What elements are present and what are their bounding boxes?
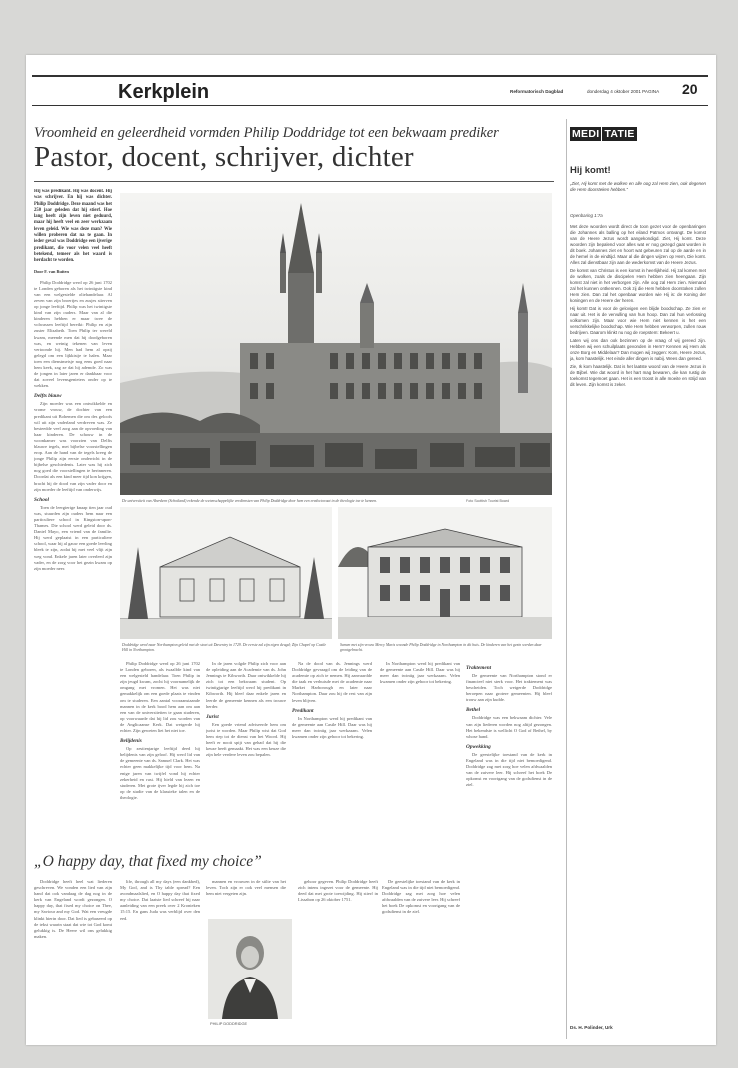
subhead: Delfts blauw: [34, 393, 62, 400]
subhead: Bethel: [466, 707, 481, 714]
subhead: School: [34, 496, 50, 503]
body-paragraph: Hij komt! Dat is voor de gelovigen een blijde boodschap. Ze zien er naar uit. Het is de vervulling van hun hoop. Dan zal hun verlossing volkomen zijn. Maar voor wie Hem niet kennen is het een verschrikkelijke boodschap. Wie Hem hebben verworpen, zullen rouw bedrijven. Daarom klinkt nu nog de roepstem: Bekeert u.: [570, 306, 706, 335]
meditatie-sidebar: [566, 119, 710, 1039]
pull-quote: „O happy day, that fixed my choice”: [34, 853, 262, 870]
body-paragraph: Met deze woorden wordt direct de toon gezet voor de openbaringen die Johannes als balling op het eiland Patmos ontvangt. De komst van de Heere Jezus wordt aangekondigd. Ziet, Hij komt. Deze woorden zijn bepalend voor alles wat er nog gezegd gaat worden in dit boek. Johannes ziet en hoort wat gebeuren zal op de aarde en in de hemel in de eindtijd. Maar al die dingen wijzen op Hem, Die komt. Alles zal dienstbaar zijn aan de wederkomst van de Heere Jezus.: [570, 224, 706, 265]
subhead: Predikant: [292, 707, 314, 714]
body-paragraph: Een goede vriend adviseerde hem om jurist te worden. Maar Philip wist dat God hem riep tot de dienst van het Woord. Hij heeft er nooit spijt van gehad dat hij die keuze heeft gemaakt. Het was een keuze die zijn hele verdere leven zou bepalen.: [206, 721, 286, 758]
body-paragraph: Zie, Ik kom haastelijk. Dat is het laatste woord van de Heere Jezus in de Bijbel. Wie dat woord in het hart mag bewaren, die kan rustig de toekomst tegemoet gaan. Het is een troost in alle moeite en strijd van dit leven. Zijn komst is zeker.: [570, 364, 706, 387]
drawing-chapel: [120, 507, 332, 639]
body-paragraph: De geestelijke toestand van de kerk in Engeland was in die tijd niet bemoedigend. Doddridge zag met zorg hoe velen afdwaalden van de zuivere leer. Hij schreef het boek De opkomst en voortgang van de godsdienst in de ziel.: [382, 879, 460, 915]
headline-rule: [34, 181, 554, 182]
photo-credit: Foto Scottish Tourist Board: [466, 499, 510, 503]
section-title: Kerkplein: [118, 81, 210, 103]
article-column-4: [292, 661, 372, 843]
meditatie-body: [570, 224, 706, 1016]
article-column-11: [382, 879, 460, 1039]
article-column-10: [298, 879, 378, 1039]
article-column-5: [380, 661, 460, 843]
body-paragraph: mannen en vrouwen in de stilte van het leven. Toch zijn er ook veel mensen die hem niet vergeten zijn.: [206, 879, 286, 897]
article-column-1: [34, 189, 112, 839]
body-paragraph: Zijn moeder was een ontwikkelde en vrome vrouw, de dochter van een predikant uit Bohemen die om des geloofs wil uit zijn vaderland verdreven was. Ze besteedde veel zorg aan de opvoeding van haar kinderen. De schouw in de woonkamer was voorzien van Delfts blauwe tegels, met bijbelse voorstellingen erop. Aan de hand van de tegels kreeg de jonge Philip zijn eerste onderricht in de bijbelse geschiedenis. Later was hij zich nog goed die voorstellingen te herinneren. Doordat als een kind meer tijd kon krijgen, bracht hij de dood van zijn vader door en zijn moeder de leeftijd van onderwijs.: [34, 401, 112, 492]
subhead: Opwekking: [466, 743, 491, 750]
body-paragraph: life, through all my days (een dankbed), My God, and is Thy table spread? Een avondmaalslied, en O happy day that fixed my choice. Dat laatste lied schreef hij naar aanleiding van een preek over 2 Kronieken 15:15. En gans Juda was verblijd over den eed.: [120, 879, 200, 921]
drawing-house: [338, 507, 552, 639]
body-paragraph: Doddridge was een bekwaam dichter. Vele van zijn liederen worden nog altijd gezongen. Het bekendste is wellicht O God of Bethel, by whose hand.: [466, 715, 552, 739]
header-rule: [32, 105, 708, 106]
article-byline: Door F. van Ruiten: [34, 268, 69, 274]
body-paragraph: In de jaren volgde Philip zich voor aan de opleiding aan de Academie van ds. John Jennings te Kibworth. Daar ontwikkelde hij zich tot een bekwaam student. Op twintigjarige leeftijd werd hij predikant in Kibworth. Hij bleef daar enkele jaren en leerde de gemeente kennen als een trouwe herder.: [206, 661, 286, 709]
issue-date: donderdag 4 oktober 2001 PAGINA: [587, 89, 660, 94]
body-paragraph: In Northampton werd hij predikant van de gemeente aan Castle Hill. Daar was hij meer dan twintig jaar werkzaam. Velen kwamen onder zijn gehoor tot bekering.: [292, 715, 372, 739]
portrait-caption: PHILIP DODDRIDGE: [210, 1021, 248, 1026]
body-paragraph: De gemeente van Northampton stond er financieel niet sterk voor. Het traktement was bescheiden. Toch weigerde Doddridge beroepen naar grotere gemeenten. Hij bleef trouw aan zijn kudde.: [466, 673, 552, 703]
body-paragraph: Toen de leergierige knaap tien jaar oud was, stuurden zijn ouders hem naar een particuliere school in Kingston-upon-Thames. Die school werd geleid door ds. Daniel Mayo, een vriend van de familie. Hij werd geplaatst in een particuliere school, waar hij al gauw een goede leerling bleek te zijn, zodat hij met veel vlijt zijn weg vond. Enkele jaren later overleed zijn vader, en de zorg voor het gezin kwam op zijn moeder neer.: [34, 504, 112, 571]
article-column-7: [34, 879, 112, 1039]
body-paragraph: Op zestienjarige leeftijd deed hij belijdenis van zijn geloof. Hij werd lid van de gemeente van ds. Samuel Clark. Het was echter geen makkelijke tijd voor hem. Na enige jaren van twijfel vond hij echter zekerheid en rust. Hij hield van lezen en studeren. Met grote ijver legde hij zich toe op de studie van de klassieke talen en de theologie.: [120, 746, 200, 800]
body-paragraph: De komst van Christus is een komst in heerlijkheid. Hij zal komen met de wolken, zoals de discipelen Hem hebben zien heengaan. Zijn komst zal niet in het verborgen zijn. Alle oog zal Hem zien. Niemand zal het kunnen ontkennen. Ook zij die Hem hebben doorstoken zullen Hem zien. Dan zal het openbaar worden wie Hij is: de Koning der koningen en de Heere der heren.: [570, 268, 706, 303]
meditatie-author: Ds. H. Polinder, Urk: [570, 1025, 613, 1030]
article-column-3: [206, 661, 286, 843]
article-column-9: [206, 879, 286, 915]
newspaper-name: Reformatorisch Dagblad: [510, 89, 564, 94]
article-headline: Pastor, docent, schrijver, dichter: [34, 141, 414, 173]
article-lead: Hij was predikant. Hij was docent. Hij was schrijver. En hij was dichter. Philip Doddridge. Deze maand was het 250 jaar geleden dat hij stierf. Hoe lang heeft zijn leven niet geduurd, maar hij heeft veel en zeer werkzaam leven geleid. Wie was deze man? Wie willen proberen dat na te gaan. In ieder geval was Doddridge een ijverige predikant, die voor velen veel heeft betekend, temeer als het waard is herdacht te worden.: [34, 189, 112, 264]
sidebar-divider: [566, 119, 567, 1039]
page-header: [32, 75, 708, 109]
body-paragraph: Philip Doddridge werd op 26 juni 1702 te Londen geboren, als twaalfde kind van een welgesteld handelaar. Toen Philip in zijn jeugd kwam, zocht hij voornamelijk de omgang met vromen. Het was niet gemakkelijk om een goede plaats te vinden om te studeren. Een aantal vooraanstaande mannen in de kerk bood hem aan om aan een van de universiteiten te gaan studeren, op voorwaarde dat hij lid zou worden van de Anglicaanse Kerk. Dat weigerde hij echter. Zijn geweten liet het niet toe.: [120, 661, 200, 734]
portrait-philip-doddridge: [208, 919, 292, 1019]
body-paragraph: Doddridge heeft heel wat liederen geschreven. We vonden een lied van zijn hand dat ook vandaag de dag nog in de kerk van Engeland wordt gezongen. O happy day, that fixed my choice on Thee, my Saviour and my God. Wat een vreugde klinkt hierin door. Dat lied is gebaseerd op de tekst waarin staat dat wie tot God komt gelukkig is. De Heere wil ons gelukkig maken.: [34, 879, 112, 939]
body-paragraph: Laten wij ons dan ook bezinnen op de vraag of wij gereed zijn. Hebben wij een schuilplaats gevonden in Hem? Kennen wij Hem als onze Borg en Middelaar? Dan mogen wij zeggen: Kom, Heere Jezus, ja, kom haastelijk. Het einde aller dingen is nabij. Wees dan gereed.: [570, 338, 706, 361]
article-subtitle: Vroomheid en geleerdheid vormden Philip Doddridge tot een bekwaam prediker: [34, 125, 499, 141]
photo-aberdeen-university: [120, 193, 552, 495]
meditatie-label-part: MEDI: [572, 128, 600, 140]
body-paragraph: In Northampton werd hij predikant van de gemeente aan Castle Hill. Daar was hij meer dan twintig jaar werkzaam. Velen kwamen onder zijn gehoor tot bekering.: [380, 661, 460, 685]
meditatie-quote: „Ziet, Hij komt met de wolken en alle oog zal Hem zien, ook degenen die Hem doorsteken hebben.”: [570, 181, 706, 192]
body-paragraph: Na de dood van ds. Jennings werd Doddridge gevraagd om de leiding van de academie op zich te nemen. Hij aanvaardde die taak en verhuisde met de academie naar Market Harborough en later naar Northampton. Daar zou hij de rest van zijn leven blijven.: [292, 661, 372, 703]
article-column-8: [120, 879, 200, 1039]
body-paragraph: Philip Doddridge werd op 26 juni 1702 te Londen geboren als het twintigste kind van een welgestelde oliehandelaar. Al zeven van zijn broertjes en zusjes stierven op jonge leeftijd. Philip was het twintigste kind van zijn ouders. Maar van al die kinderen hebben er maar twee de volwassen leeftijd bereikt: Philip en zijn zuster Elizabeth. Toen Philip ter wereld kwam, meende men dat hij doodgeboren was, en weinig tekenen van leven vertoonde hij. Men had hem al opzij gelegd om een lijkkistje te halen. Maar toen een dienstmeisje nog eens goed naar hem keek, zag ze dat hij ademde. Zo was de jongen in later jaren er dankbaar voor dat zoveel levensgenieters onder op te wekken.: [34, 279, 112, 389]
photo-caption: Samen met zijn vrouw Mercy Maris woonde Philip Doddridge in Northampton in dit huis. De kinderen van het gezin werden daar grootgebracht.: [340, 643, 542, 652]
meditatie-label-part: TATIE: [604, 128, 635, 140]
scripture-reference: Openbaring 1:7a: [570, 213, 603, 218]
subhead: Belijdenis: [120, 738, 142, 745]
newspaper-page: [26, 55, 716, 1045]
photo-caption: Doddridge werd naar Northampton geleid met de stoet uit Daventry in 1729. De eerste zal zijn eigen deugd; Zijn Chapel op Castle Hill in Northampton.: [122, 643, 327, 652]
article-column-6: [466, 661, 552, 1037]
photo-caption: De universiteit van Aberdeen (Schotland) erkende de wetenschappelijke verdiensten van Philip Doddridge door hem een eredoctoraat in de theologie toe te kennen.: [122, 499, 378, 503]
article-column-2: [120, 661, 200, 843]
meditatie-label: [570, 127, 638, 141]
body-paragraph: De geestelijke toestand van de kerk in Engeland was in die tijd niet bemoedigend. Doddridge zag met zorg hoe velen afdwaalden van de zuivere leer. Hij schreef het boek De opkomst en voortgang van de godsdienst in de ziel.: [466, 751, 552, 788]
meditatie-title: Hij komt!: [570, 165, 611, 176]
subhead: Jurist: [206, 713, 219, 720]
subhead: Traktement: [466, 665, 492, 671]
body-paragraph: gehoor gegeven. Philip Doddridge heeft zich intens ingezet voor de gemeente. Hij deed dat met grote toewijding. Hij stierf in Lissabon op 26 oktober 1751.: [298, 879, 378, 903]
page-number: 20: [682, 81, 698, 97]
